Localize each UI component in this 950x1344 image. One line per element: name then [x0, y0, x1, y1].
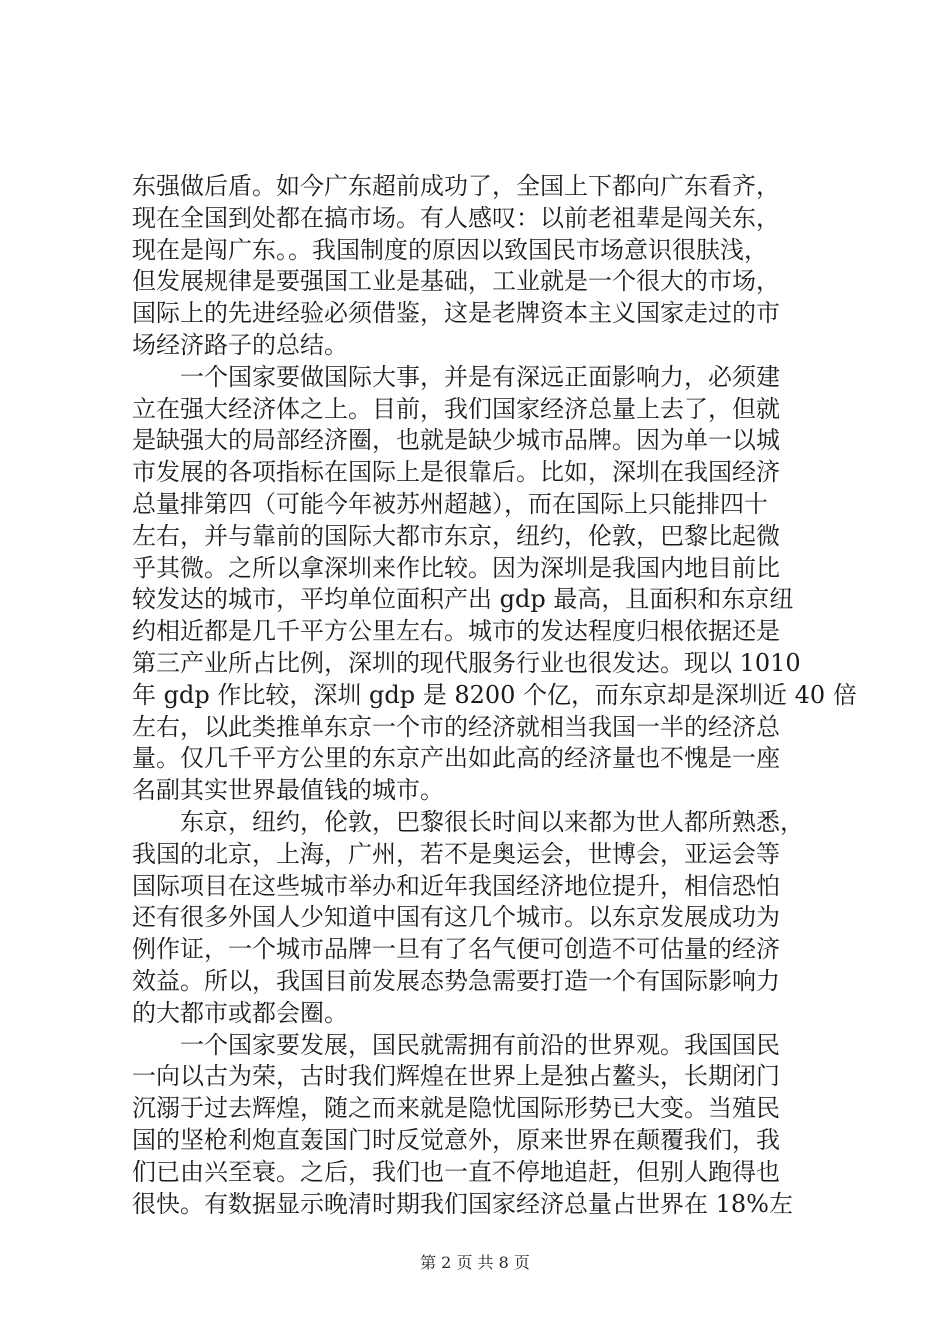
text-line: 国际上的先进经验必须借鉴，这是老牌资本主义国家走过的市: [132, 299, 780, 328]
text-line: 市发展的各项指标在国际上是很靠后。比如，深圳在我国经济: [132, 458, 780, 487]
text-line: 第三产业所占比例，深圳的现代服务行业也很发达。现以 1010: [132, 648, 801, 677]
page-footer: 第 2 页 共 8 页: [420, 1253, 530, 1272]
text-line: 约相近都是几千平方公里左右。城市的发达程度归根依据还是: [132, 617, 780, 646]
text-line: 是缺强大的局部经济圈，也就是缺少城市品牌。因为单一以城: [132, 426, 780, 455]
paragraph-first-line: 东京，纽约，伦敦，巴黎很长时间以来都为世人都所熟悉，: [180, 807, 804, 836]
text-line: 现在全国到处都在搞市场。有人感叹：以前老祖辈是闯关东，: [132, 203, 780, 232]
text-line: 立在强大经济体之上。目前，我们国家经济总量上去了，但就: [132, 394, 780, 423]
text-line: 但发展规律是要强国工业是基础，工业就是一个很大的市场，: [132, 267, 780, 296]
text-line: 很快。有数据显示晚清时期我们国家经济总量占世界在 18%左: [132, 1189, 793, 1218]
text-line: 例作证，一个城市品牌一旦有了名气便可创造不可估量的经济: [132, 935, 780, 964]
paragraph-first-line: 一个国家要发展，国民就需拥有前沿的世界观。我国国民: [180, 1030, 780, 1059]
text-line: 的大都市或都会圈。: [132, 998, 348, 1027]
text-line: 效益。所以，我国目前发展态势急需要打造一个有国际影响力: [132, 966, 780, 995]
text-line: 国际项目在这些城市举办和近年我国经济地位提升，相信恐怕: [132, 871, 780, 900]
text-line: 沉溺于过去辉煌，随之而来就是隐忧国际形势已大变。当殖民: [132, 1094, 780, 1123]
text-line: 年 gdp 作比较，深圳 gdp 是 8200 个亿，而东京却是深圳近 40 倍: [132, 680, 857, 709]
text-line: 东强做后盾。如今广东超前成功了，全国上下都向广东看齐，: [132, 172, 780, 200]
text-line: 总量排第四（可能今年被苏州超越），而在国际上只能排四十: [132, 489, 768, 518]
text-line: 国的坚枪利炮直轰国门时反觉意外，原来世界在颠覆我们，我: [132, 1125, 780, 1154]
text-line: 左右，以此类推单东京一个市的经济就相当我国一半的经济总: [132, 712, 780, 741]
text-line: 乎其微。之所以拿深圳来作比较。因为深圳是我国内地目前比: [132, 553, 780, 582]
text-line: 我国的北京，上海，广州，若不是奥运会，世博会，亚运会等: [132, 839, 780, 868]
text-line: 现在是闯广东。。我国制度的原因以致国民市场意识很肤浅，: [132, 235, 768, 264]
text-line: 量。仅几千平方公里的东京产出如此高的经济量也不愧是一座: [132, 744, 780, 773]
text-line: 较发达的城市，平均单位面积产出 gdp 最高，且面积和东京纽: [132, 585, 794, 614]
text-line: 左右，并与靠前的国际大都市东京，纽约，伦敦，巴黎比起微: [132, 521, 780, 550]
text-line: 名副其实世界最值钱的城市。: [132, 776, 444, 805]
text-line: 一向以古为荣，古时我们辉煌在世界上是独占鳌头，长期闭门: [132, 1062, 780, 1091]
paragraph-first-line: 一个国家要做国际大事，并是有深远正面影响力，必须建: [180, 362, 780, 391]
text-line: 们已由兴至衰。之后，我们也一直不停地追赶，但别人跑得也: [132, 1157, 780, 1186]
text-line: 还有很多外国人少知道中国有这几个城市。以东京发展成功为: [132, 903, 780, 932]
text-line: 场经济路子的总结。: [132, 330, 348, 359]
body-text: [132, 171, 857, 1220]
